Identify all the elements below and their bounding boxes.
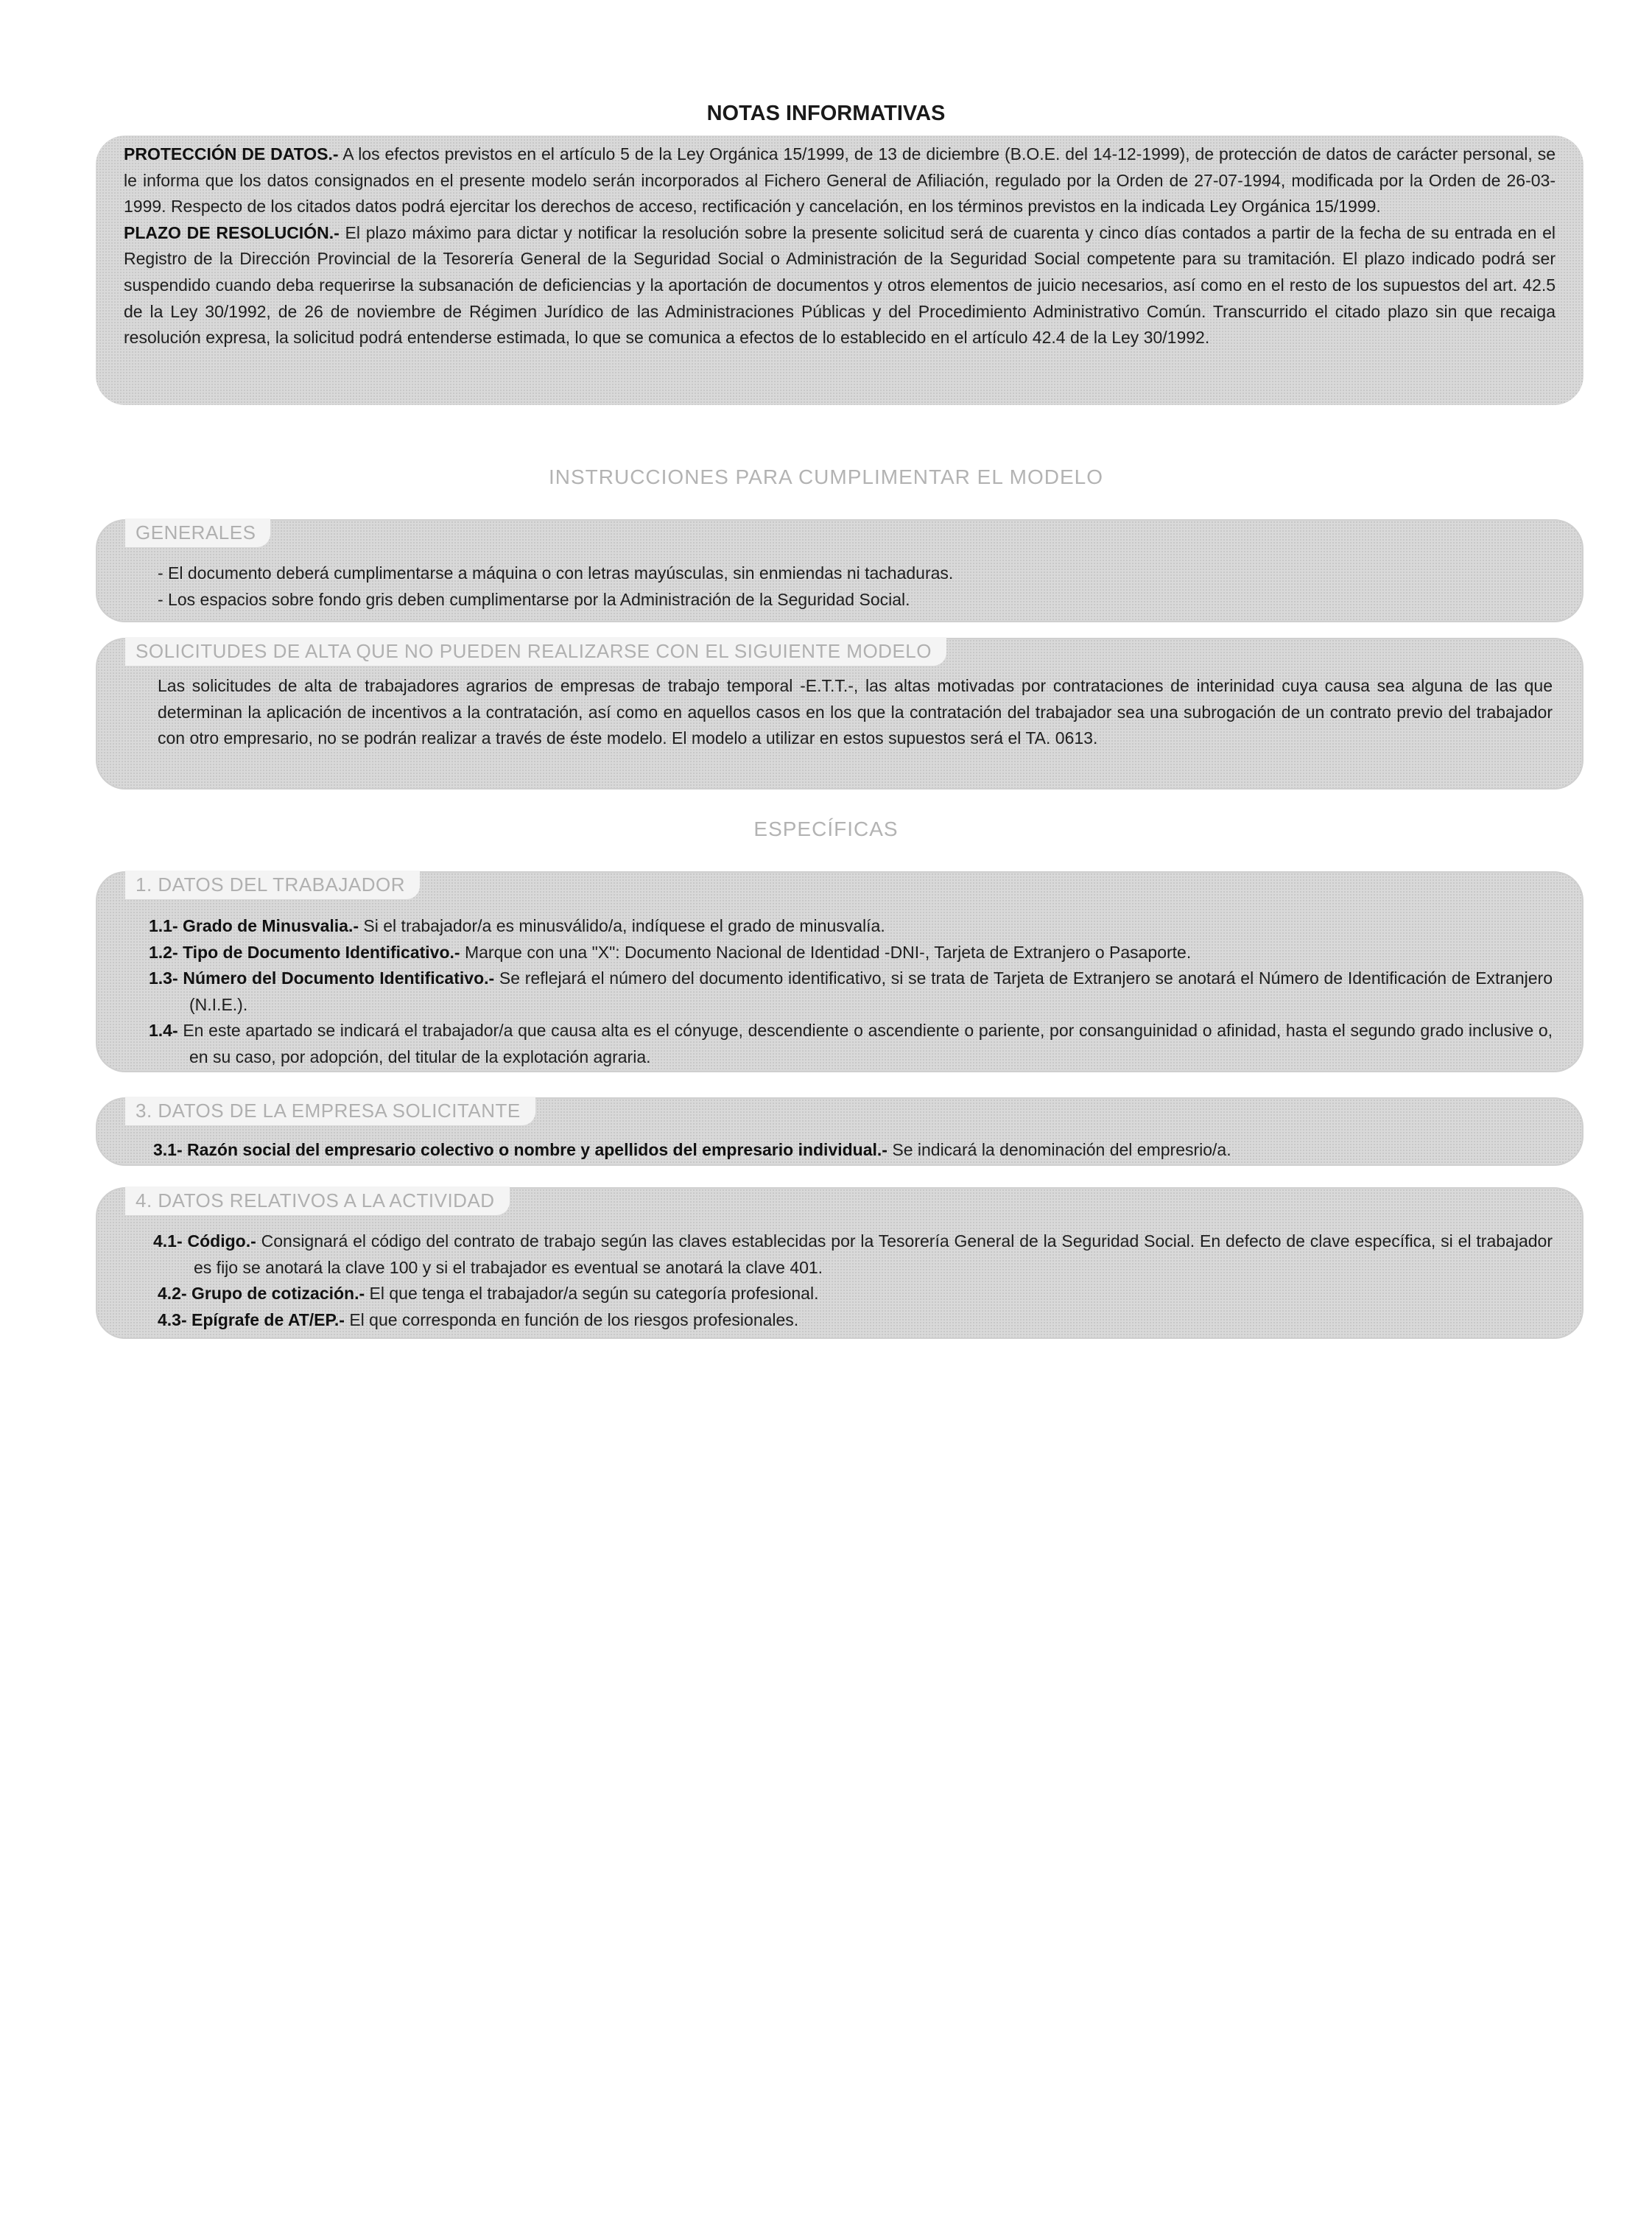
empresa-item-3-1 (153, 1137, 1553, 1164)
item-label: 4.1- Código.- (153, 1231, 256, 1251)
trabajador-tab: 1. DATOS DEL TRABAJADOR (125, 871, 420, 899)
trabajador-item-1-4 (149, 1018, 1553, 1070)
item-label: 3.1- Razón social del empresario colectivo o nombre y apellidos del empresario individual.- (153, 1140, 887, 1159)
generales-tab: GENERALES (125, 518, 270, 547)
especificas-title: ESPECÍFICAS (753, 817, 899, 840)
item-text: Marque con una "X": Documento Nacional de Identidad -DNI-, Tarjeta de Extranjero o Pasaporte. (464, 942, 1192, 962)
notas-box (96, 136, 1584, 405)
solicitudes-text: Las solicitudes de alta de trabajadores agrarios de empresas de trabajo temporal -E.T.T.-, las altas motivadas por contrataciones de interinidad cuya causa sea alguna de las que determinan la aplicación de incentivos a la contratación, así como en aquellos casos en los que la contratación del trabajador sea una subrogación de un contrato previo del trabajador con otro empresario, no se podrán realizar a través de éste modelo. El modelo a utilizar en estos supuestos será el TA. 0613. (158, 676, 1553, 748)
item-text: Consignará el código del contrato de trabajo según las claves establecidas por la Tesorería General de la Seguridad Social. En defecto de clave específica, si el trabajador es fijo se anotará la clave 100 y si el trabajador es eventual se anotará la clave 401. (194, 1231, 1553, 1277)
item-text: El que tenga el trabajador/a según su categoría profesional. (369, 1284, 819, 1304)
proteccion-text: A los efectos previstos en el artículo 5 de la Ley Orgánica 15/1999, de 13 de diciembre (B.O.E. del 14-12-1999), de protección de datos de carácter personal, se le informa que los datos consignados en el presente modelo serán incorporados al Fichero General de Afiliación, regulado por la Orden de 27-07-1994, modificada por la Orden de 26-03-1999. Respecto de los citados datos podrá ejercitar los derechos de acceso, rectificación y cancelación, en los términos previstos en la indicada Ley Orgánica 15/1999. (124, 144, 1556, 217)
plazo-text: El plazo máximo para dictar y notificar la resolución sobre la presente solicitud será de cuarenta y cinco días contados a partir de la fecha de su entrada en el Registro de la Dirección Provincial de la Tesorería General de la Seguridad Social o Administración de la Seguridad Social competente para su tramitación. El plazo indicado podrá ser suspendido cuando deba requerirse la subsanación de deficiencias y la aportación de documentos y otros elementos de juicio necesarios, así como en el resto de los supuestos del art. 42.5 de la Ley 30/1992, de 26 de noviembre de Régimen Jurídico de las Administraciones Públicas y del Procedimiento Administrativo Común. Transcurrido el citado plazo sin que recaiga resolución expresa, la solicitud podrá entenderse estimada, lo que se comunica a efectos de lo establecido en el artículo 42.4 de la Ley 30/1992. (124, 222, 1556, 348)
trabajador-box (96, 871, 1584, 1072)
empresa-tab: 3. DATOS DE LA EMPRESA SOLICITANTE (125, 1097, 535, 1125)
item-label: 1.4- (149, 1021, 178, 1041)
item-label: 1.3- Número del Documento Identificativo.- (149, 968, 495, 988)
item-text: Si el trabajador/a es minusválido/a, indíquese el grado de minusvalía. (363, 916, 885, 935)
actividad-item-4-1 (153, 1228, 1553, 1281)
item-text: Se indicará la denominación del empresrio/a. (892, 1140, 1231, 1159)
notas-title: NOTAS INFORMATIVAS (706, 102, 946, 125)
generales-line-1: - El documento deberá cumplimentarse a máquina o con letras mayúsculas, sin enmiendas ni tachaduras. (158, 563, 954, 583)
trabajador-item-1-1 (149, 913, 1553, 940)
solicitudes-tab: SOLICITUDES DE ALTA QUE NO PUEDEN REALIZARSE CON EL SIGUIENTE MODELO (125, 637, 946, 666)
instrucciones-title: INSTRUCCIONES PARA CUMPLIMENTAR EL MODELO (548, 465, 1104, 488)
actividad-item-4-3 (153, 1307, 1553, 1334)
actividad-tab: 4. DATOS RELATIVOS A LA ACTIVIDAD (125, 1186, 510, 1215)
item-text: El que corresponda en función de los riesgos profesionales. (349, 1309, 799, 1329)
plazo-paragraph (124, 220, 1556, 351)
plazo-label: PLAZO DE RESOLUCIÓN.- (124, 222, 340, 242)
solicitudes-box (96, 638, 1584, 790)
item-label: 4.2- Grupo de cotización.- (158, 1284, 365, 1304)
empresa-box (96, 1097, 1584, 1166)
proteccion-label: PROTECCIÓN DE DATOS.- (124, 144, 339, 163)
item-text: Se reflejará el número del documento identificativo, si se trata de Tarjeta de Extranjero se anotará el Número de Identificación de Extranjero (N.I.E.). (189, 968, 1553, 1014)
actividad-item-4-2 (153, 1281, 1553, 1307)
trabajador-item-1-2 (149, 940, 1553, 966)
trabajador-item-1-3 (149, 966, 1553, 1018)
item-label: 1.1- Grado de Minusvalia.- (149, 916, 359, 935)
item-label: 4.3- Epígrafe de AT/EP.- (158, 1309, 345, 1329)
item-label: 1.2- Tipo de Documento Identificativo.- (149, 942, 460, 962)
item-text: En este apartado se indicará el trabajador/a que causa alta es el cónyuge, descendiente o ascendiente o pariente, por consanguinidad o afinidad, hasta el segundo grado inclusive o, en su caso, por adopción, del titular de la explotación agraria. (183, 1021, 1553, 1066)
generales-line-2: - Los espacios sobre fondo gris deben cumplimentarse por la Administración de la Seguridad Social. (158, 589, 910, 609)
proteccion-paragraph (124, 141, 1556, 220)
generales-box (96, 519, 1584, 622)
actividad-box (96, 1187, 1584, 1339)
